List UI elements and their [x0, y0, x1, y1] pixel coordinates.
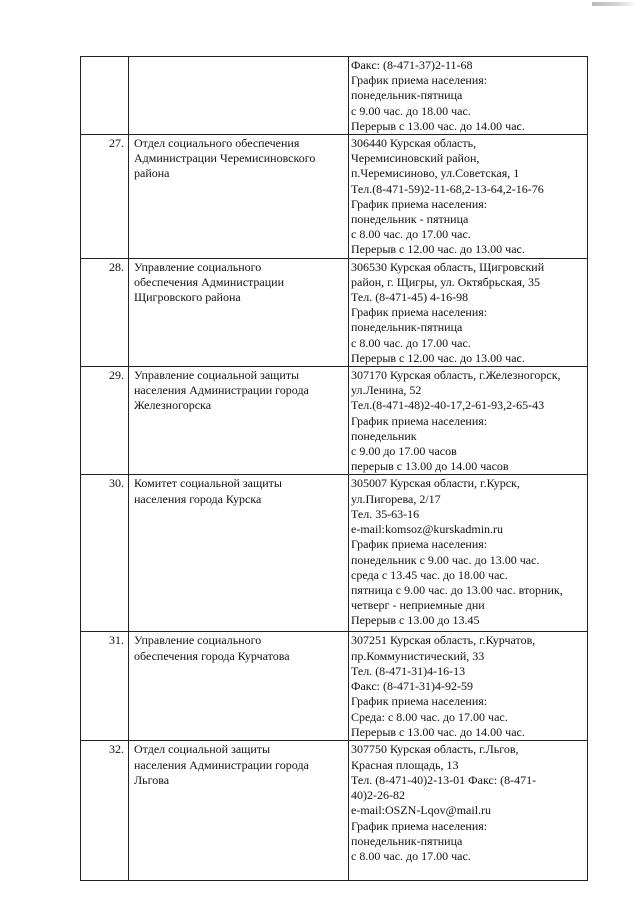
contact-info-line: График приема населения: — [351, 196, 488, 211]
contact-info-line: с 8.00 час. до 17.00 час. — [351, 335, 471, 350]
table-row — [81, 57, 588, 135]
agency-name-line: Щигровского района — [134, 290, 241, 305]
agency-name-line: населения Администрации города — [134, 383, 309, 398]
agency-name-line: Администрации Черемисиновского — [134, 151, 316, 166]
contact-info-line: ул.Пигорева, 2/17 — [351, 491, 441, 506]
contact-info-line: График приема населения: — [351, 73, 488, 88]
contact-info-line: Перерыв с 12.00 час. до 13.00 час. — [351, 242, 525, 257]
contact-info-line: пр.Коммунистический, 33 — [351, 648, 485, 663]
agency-name-cell — [129, 632, 349, 741]
contact-info-cell — [349, 367, 588, 475]
contact-info-line: График приема населения: — [351, 818, 488, 833]
table-row — [81, 475, 588, 632]
table-row — [81, 135, 588, 259]
row-number: 29. — [81, 367, 129, 475]
agency-name-line: Отдел социальной защиты — [134, 742, 271, 757]
contact-info-line: e-mail:komsoz@kurskadmin.ru — [351, 522, 504, 537]
contact-info-line: Среда: с 8.00 час. до 17.00 час. — [351, 709, 508, 724]
contact-info-line: Тел. (8-471-45) 4-16-98 — [351, 290, 469, 305]
contact-info-line: График приема населения: — [351, 694, 488, 709]
agency-name-cell — [129, 258, 349, 366]
table-row — [81, 367, 588, 475]
contact-info-line: пятница с 9.00 час. до 13.00 час. вторник, — [351, 582, 563, 597]
row-number: 31. — [81, 632, 129, 741]
agency-name-line: Отдел социального обеспечения — [134, 136, 300, 151]
table-row — [81, 632, 588, 741]
contact-info-line: Тел. (8-471-31)4-16-13 — [351, 663, 466, 678]
contact-info-line: 306530 Курская область, Щигровский — [351, 259, 545, 274]
agency-name-line: обеспечения Администрации — [134, 274, 285, 289]
contact-info-line: Перерыв с 12.00 час. до 13.00 час. — [351, 350, 525, 365]
agencies-table-body — [81, 57, 588, 881]
contact-info-line: График приема населения: — [351, 305, 488, 320]
row-number: 32. — [81, 741, 129, 881]
row-number — [81, 57, 129, 135]
contact-info-line: Перерыв с 13.00 час. до 14.00 час. — [351, 724, 525, 739]
contact-info-cell — [349, 57, 588, 135]
agency-name-line: обеспечения города Курчатова — [134, 648, 290, 663]
table-row — [81, 741, 588, 881]
contact-info-line: 306440 Курская область, — [351, 136, 477, 151]
contact-info-line: с 8.00 час. до 17.00 час. — [351, 227, 471, 242]
contact-info-line: с 9.00 час. до 18.00 час. — [351, 103, 471, 118]
contact-info-line: Тел. 35-63-16 — [351, 506, 420, 521]
contact-info-line: район, г. Щигры, ул. Октябрьская, 35 — [351, 274, 541, 289]
contact-info-line: понедельник — [351, 428, 417, 443]
contact-info-line: понедельник-пятница — [351, 320, 463, 335]
agency-name-cell — [129, 741, 349, 881]
agency-name-cell — [129, 367, 349, 475]
contact-info-line: понедельник-пятница — [351, 833, 463, 848]
agencies-table — [80, 56, 588, 881]
contact-info-line: с 9.00 до 17.00 часов — [351, 444, 457, 459]
contact-info-line: Перерыв с 13.00 до 13.45 — [351, 613, 480, 628]
agency-name-line: Управление социальной защиты — [134, 368, 300, 383]
contact-info-line: Перерыв с 13.00 час. до 14.00 час. — [351, 118, 525, 133]
agency-name-line: Управление социального — [134, 633, 262, 648]
contact-info-line: 307170 Курская область, г.Железногорск, — [351, 368, 561, 383]
agency-name-line: Железногорска — [134, 398, 212, 413]
contact-info-line: e-mail:OSZN-Lqov@mail.ru — [351, 803, 492, 818]
row-number: 28. — [81, 258, 129, 366]
contact-info-line: Факс: (8-471-37)2-11-68 — [351, 58, 473, 72]
contact-info-line: с 8.00 час. до 17.00 час. — [351, 848, 471, 863]
contact-info-line: Красная площадь, 13 — [351, 757, 459, 772]
contact-info-line: понедельник-пятница — [351, 88, 463, 103]
contact-info-line: Тел. (8-471-40)2-13-01 Факс: (8-471- — [351, 772, 537, 787]
contact-info-line: Тел.(8-471-59)2-11-68,2-13-64,2-16-76 — [351, 181, 544, 196]
agency-name-line: населения города Курска — [134, 491, 262, 506]
contact-info-cell — [349, 258, 588, 366]
agency-name-cell — [129, 475, 349, 632]
agency-name-line: населения Администрации города — [134, 757, 309, 772]
contact-info-line: п.Черемисиново, ул.Советская, 1 — [351, 166, 520, 181]
row-number: 27. — [81, 135, 129, 259]
agency-name-cell — [129, 57, 349, 135]
contact-info-cell — [349, 135, 588, 259]
contact-info-line: График приема населения: — [351, 413, 488, 428]
contact-info-line: 307251 Курская область, г.Курчатов, — [351, 633, 536, 648]
contact-info-line: 40)2-26-82 — [351, 788, 405, 803]
contact-info-line: Тел.(8-471-48)2-40-17,2-61-93,2-65-43 — [351, 398, 545, 413]
contact-info-cell — [349, 475, 588, 632]
agency-name-line: Комитет социальной защиты — [134, 476, 282, 491]
contact-info-cell — [349, 741, 588, 881]
contact-info-line: График приема населения: — [351, 537, 488, 552]
agency-name-line: Льгова — [134, 772, 170, 787]
agency-name-cell — [129, 135, 349, 259]
contact-info-line: среда с 13.45 час. до 18.00 час. — [351, 567, 508, 582]
contact-info-line: ул.Ленина, 52 — [351, 383, 422, 398]
contact-info-line: Факс: (8-471-31)4-92-59 — [351, 679, 473, 694]
contact-info-line: перерыв с 13.00 до 14.00 часов — [351, 459, 509, 474]
contact-info-line: 305007 Курская области, г.Курск, — [351, 476, 520, 491]
contact-info-line: 307750 Курская область, г.Льгов, — [351, 742, 519, 757]
agency-name-line: района — [134, 166, 170, 181]
table-row — [81, 258, 588, 366]
contact-info-line: четверг - неприемные дни — [351, 598, 485, 613]
row-number: 30. — [81, 475, 129, 632]
contact-info-cell — [349, 632, 588, 741]
agency-name-line: Управление социального — [134, 259, 262, 274]
contact-info-line: понедельник - пятница — [351, 212, 469, 227]
contact-info-line: понедельник с 9.00 час. до 13.00 час. — [351, 552, 540, 567]
contact-info-line: Черемисиновский район, — [351, 151, 480, 166]
scan-edge-mark — [592, 2, 636, 6]
